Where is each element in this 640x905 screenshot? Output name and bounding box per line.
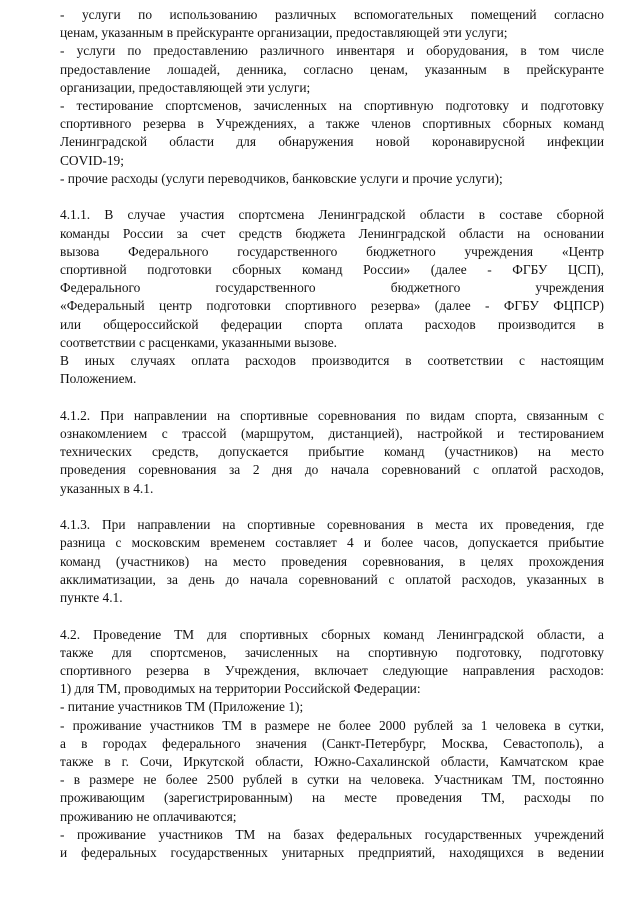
text-line: предоставление лошадей, денника, согласно ценам, указанным в прейскуранте bbox=[60, 61, 604, 77]
paragraph-gap bbox=[60, 188, 604, 207]
text-line: - тестирование спортсменов, зачисленных на спортивную подготовку и подготовку bbox=[60, 97, 604, 113]
text-line: также в г. Сочи, Иркутской области, Южно-Сахалинской области, Камчатском крае bbox=[60, 753, 604, 769]
text-line: Ленинградской области для обнаружения новой коронавирусной инфекции bbox=[60, 134, 604, 150]
text-line: пункте 4.1. bbox=[60, 589, 123, 605]
text-line: акклиматизации, за день до начала соревнований с оплатой расходов, указанных в bbox=[60, 571, 604, 587]
text-line: технических средств, допускается прибытие команд (участников) на место bbox=[60, 444, 604, 460]
text-line: «Федеральный центр подготовки спортивного резерва» (далее - ФГБУ ФЦПСР) bbox=[60, 298, 604, 314]
text-line: - в размере не более 2500 рублей в сутки на человека. Участникам ТМ, постоянно bbox=[60, 772, 604, 788]
text-line: Федерального государственного бюджетного учреждения bbox=[60, 280, 604, 296]
text-line: проживающим (зарегистрированным) на месте проведения ТМ, расходы по bbox=[60, 790, 604, 806]
text-line: проживанию не оплачиваются; bbox=[60, 808, 237, 824]
text-line: организации, предоставляющей эти услуги; bbox=[60, 79, 311, 95]
paragraph-4-1-3 bbox=[60, 516, 604, 607]
text-line: - услуги по предоставлению различного инвентаря и оборудования, в том числе bbox=[60, 43, 604, 59]
text-line: указанных в 4.1. bbox=[60, 480, 154, 496]
text-line: Положением. bbox=[60, 371, 137, 387]
paragraph-gap bbox=[60, 388, 604, 407]
text-line: 4.2. Проведение ТМ для спортивных сборных команд Ленинградской области, а bbox=[60, 626, 604, 642]
text-line: вызова Федерального государственного бюджетного учреждения «Центр bbox=[60, 243, 604, 259]
text-line: разница с московским временем составляет 4 и более часов, допускается прибытие bbox=[60, 535, 604, 551]
text-line: COVID-19; bbox=[60, 152, 124, 168]
text-line: или общероссийской федерации спорта оплата расходов производится в bbox=[60, 316, 604, 332]
text-line: 4.1.1. В случае участия спортсмена Ленинградской области в составе сборной bbox=[60, 207, 604, 223]
text-line: - питание участников ТМ (Приложение 1); bbox=[60, 699, 304, 715]
text-line: 1) для ТМ, проводимых на территории Российской Федерации: bbox=[60, 681, 421, 697]
paragraph-services-list bbox=[60, 6, 604, 188]
text-line: - проживание участников ТМ в размере не более 2000 рублей за 1 человека в сутки, bbox=[60, 717, 604, 733]
paragraph-gap bbox=[60, 607, 604, 626]
text-line: В иных случаях оплата расходов производится в соответствии с настоящим bbox=[60, 352, 604, 368]
text-line: - проживание участников ТМ на базах федеральных государственных учреждений bbox=[60, 826, 604, 842]
paragraph-4-2 bbox=[60, 626, 604, 862]
text-line: ознакомлением с трассой (маршрутом, дистанцией), настройкой и тестированием bbox=[60, 425, 604, 441]
text-line: и федеральных государственных унитарных предприятий, находящихся в ведении bbox=[60, 844, 604, 860]
text-line: спортивного резерва в Учреждения, включает следующие направления расходов: bbox=[60, 663, 604, 678]
text-line: - прочие расходы (услуги переводчиков, банковские услуги и прочие услуги); bbox=[60, 170, 503, 186]
text-line: 4.1.2. При направлении на спортивные соревнования по видам спорта, связанным с bbox=[60, 407, 604, 423]
paragraph-gap bbox=[60, 498, 604, 517]
text-line: проведения соревнования за 2 дня до начала соревнований с оплатой расходов, bbox=[60, 462, 604, 478]
paragraph-4-1-2 bbox=[60, 407, 604, 498]
text-line: - услуги по использованию различных вспомогательных помещений согласно bbox=[60, 7, 604, 22]
text-line: команд (участников) на место проведения соревнования, в целях прохождения bbox=[60, 553, 604, 569]
text-line: 4.1.3. При направлении на спортивные соревнования в места их проведения, где bbox=[60, 517, 604, 533]
text-line: а в городах федерального значения (Санкт-Петербург, Москва, Севастополь), а bbox=[60, 735, 604, 751]
text-line: соответствии с расценками, указанными вызове. bbox=[60, 334, 337, 350]
text-line: также для спортсменов, зачисленных на спортивную подготовку, подготовку bbox=[60, 644, 604, 660]
text-line: спортивного резерва в Учреждениях, а также членов спортивных сборных команд bbox=[60, 116, 604, 132]
text-line: команды России за счет средств бюджета Ленинградской области на основании bbox=[60, 225, 604, 241]
paragraph-4-1-1 bbox=[60, 206, 604, 388]
text-line: спортивной подготовки сборных команд России» (далее - ФГБУ ЦСП), bbox=[60, 261, 604, 277]
text-line: ценам, указанным в прейскуранте организации, предоставляющей эти услуги; bbox=[60, 25, 508, 41]
